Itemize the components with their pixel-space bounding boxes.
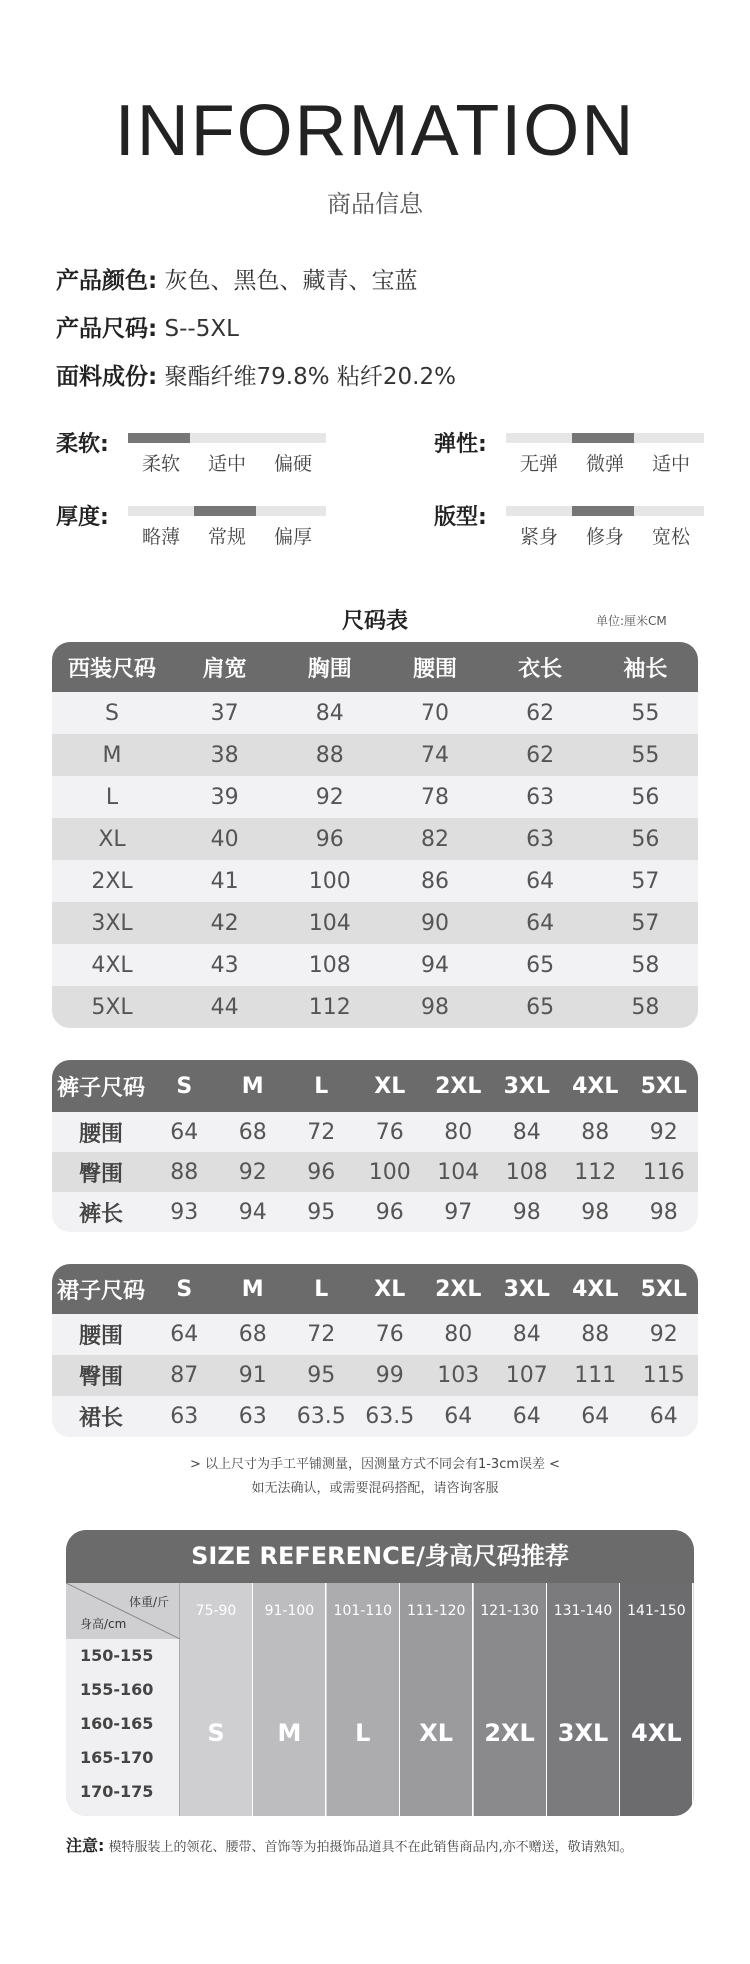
table-cell: 65: [526, 994, 555, 1020]
table-cell: 70: [420, 700, 449, 726]
table-cell: 74: [420, 742, 449, 768]
table-cell: 104: [308, 910, 351, 936]
column-header: L: [314, 1073, 329, 1099]
info-size-key: 产品尺码:: [56, 316, 158, 342]
column-header: 5XL: [640, 1276, 687, 1302]
row-label: 3XL: [91, 910, 133, 936]
table-cell: 104: [437, 1159, 480, 1185]
table-cell: 72: [307, 1119, 336, 1145]
table-cell: 43: [210, 952, 239, 978]
info-color-key: 产品颜色:: [56, 268, 158, 294]
table-cell: 40: [210, 826, 239, 852]
attr-thickness: [56, 500, 356, 560]
table-cell: 96: [307, 1159, 336, 1185]
info-size-value: S--5XL: [164, 316, 239, 342]
height-axis-label: 身高/cm: [80, 1617, 127, 1631]
table-cell: 64: [581, 1404, 610, 1429]
weight-range: 75-90: [195, 1603, 237, 1619]
table-cell: 63: [238, 1404, 267, 1429]
table-cell: 94: [420, 952, 449, 978]
attr-elasticity-bar: [506, 433, 704, 443]
row-label: 2XL: [91, 868, 133, 894]
table-cell: 62: [526, 742, 555, 768]
table-cell: 55: [631, 742, 660, 768]
table-cell: 64: [170, 1322, 199, 1347]
table-cell: 58: [631, 952, 660, 978]
weight-range: 91-100: [264, 1603, 315, 1619]
table-cell: 64: [170, 1119, 199, 1145]
table-cell: 92: [315, 784, 344, 810]
table-cell: 88: [581, 1322, 610, 1347]
size-reference-column: [180, 1583, 253, 1816]
attr-softness-opt-2: 适中: [207, 453, 246, 475]
table-cell: 39: [210, 784, 239, 810]
height-list: [66, 1639, 180, 1816]
table-row: [52, 860, 698, 902]
table-cell: 107: [505, 1363, 548, 1388]
table-cell: 84: [512, 1322, 541, 1347]
table-row: [52, 944, 698, 986]
table-cell: 63: [526, 826, 555, 852]
table-cell: 95: [307, 1363, 336, 1388]
table-cell: 100: [308, 868, 351, 894]
suit_table-header: [52, 642, 698, 692]
table-cell: 76: [375, 1119, 404, 1145]
weight-range: 111-120: [406, 1603, 466, 1619]
size-reference-title: SIZE REFERENCE/身高尺码推荐: [66, 1530, 694, 1583]
row-label: 5XL: [91, 994, 133, 1020]
table-cell: 86: [420, 868, 449, 894]
table-cell: 95: [307, 1199, 336, 1225]
row-label: L: [105, 784, 119, 810]
table-cell: 64: [512, 1404, 541, 1429]
table-cell: 68: [238, 1322, 267, 1347]
size-table-title: 尺码表: [341, 609, 408, 634]
attr-thickness-level: [194, 506, 256, 516]
weight-range: 101-110: [333, 1603, 393, 1619]
table-row: [52, 1112, 698, 1152]
table-row: [52, 986, 698, 1028]
table-cell: 63.5: [296, 1404, 346, 1429]
attr-fit-opt-2: 修身: [585, 526, 624, 548]
column-header: S: [176, 1073, 193, 1099]
table-cell: 64: [649, 1404, 678, 1429]
table-cell: 80: [444, 1322, 473, 1347]
table-cell: 92: [649, 1119, 678, 1145]
table-cell: 56: [631, 826, 660, 852]
attr-fit-level: [572, 506, 634, 516]
table-cell: 112: [308, 994, 351, 1020]
size-reference-column: [327, 1583, 400, 1816]
recommended-size: 3XL: [557, 1719, 609, 1747]
table-cell: 56: [631, 784, 660, 810]
table-cell: 64: [526, 868, 555, 894]
table-cell: 57: [631, 910, 660, 936]
table-cell: 98: [649, 1199, 678, 1225]
table-cell: 91: [238, 1363, 267, 1388]
recommended-size: 2XL: [484, 1719, 535, 1747]
attr-fit-bar: [506, 506, 704, 516]
table-row: [52, 1314, 698, 1355]
attr-fit: [434, 500, 734, 560]
attr-elasticity-opt-2: 微弹: [585, 453, 624, 475]
table-cell: 96: [375, 1199, 404, 1225]
size-reference-column: [474, 1583, 547, 1816]
table-cell: 63: [526, 784, 555, 810]
table-cell: 84: [315, 700, 344, 726]
row-label: 腰围: [78, 1121, 123, 1147]
weight-range: 141-150: [627, 1603, 686, 1619]
footer-text: 模特服装上的领花、腰带、首饰等为拍摄饰品道具不在此销售商品内,亦不赠送，敬请熟知。: [108, 1840, 633, 1855]
table-cell: 58: [631, 994, 660, 1020]
table-cell: 98: [512, 1199, 541, 1225]
skirt_table-header: [52, 1264, 698, 1314]
column-header: 肩宽: [202, 656, 247, 682]
column-header: 西装尺码: [67, 656, 156, 682]
table-cell: 98: [420, 994, 449, 1020]
table-cell: 88: [581, 1119, 610, 1145]
pants_table-header: [52, 1060, 698, 1112]
column-header: M: [241, 1073, 264, 1099]
info-color-value: 灰色、黑色、藏青、宝蓝: [164, 268, 418, 294]
column-header: 裤子尺码: [56, 1075, 145, 1101]
attr-fit-opt-1: 紧身: [519, 526, 558, 548]
measure-note-1: > 以上尺寸为手工平铺测量，因测量方式不同会有1-3cm误差 <: [189, 1457, 561, 1472]
table-row: [52, 1152, 698, 1192]
table-cell: 88: [315, 742, 344, 768]
column-header: 3XL: [503, 1276, 550, 1302]
table-row: [52, 776, 698, 818]
recommended-size: 4XL: [631, 1719, 682, 1747]
weight-axis-label: 体重/斤: [128, 1595, 169, 1609]
table-row: [52, 1396, 698, 1437]
recommended-size: M: [277, 1719, 302, 1747]
size-reference-column: [400, 1583, 473, 1816]
recommended-size: XL: [419, 1719, 454, 1747]
table-row: [52, 818, 698, 860]
weight-range: 121-130: [480, 1603, 539, 1619]
table-cell: 112: [574, 1159, 617, 1185]
skirt-size-table: [52, 1264, 698, 1437]
attr-elasticity: [434, 427, 734, 487]
size-reference-corner: [66, 1583, 180, 1639]
column-header: 2XL: [435, 1276, 482, 1302]
row-label: 臀围: [78, 1161, 123, 1187]
column-header: XL: [374, 1073, 406, 1099]
table-cell: 116: [642, 1159, 685, 1185]
attr-elasticity-key: 弹性:: [434, 432, 487, 457]
column-header: 2XL: [435, 1073, 482, 1099]
table-cell: 68: [238, 1119, 267, 1145]
table-cell: 84: [512, 1119, 541, 1145]
footer-note: [66, 1833, 633, 1856]
table-cell: 65: [526, 952, 555, 978]
attr-softness-bar: [128, 433, 326, 443]
table-cell: 90: [420, 910, 449, 936]
row-label: 臀围: [78, 1365, 123, 1390]
table-cell: 92: [238, 1159, 267, 1185]
column-header: 裙子尺码: [56, 1278, 145, 1304]
recommended-size: L: [355, 1719, 371, 1747]
table-cell: 63.5: [365, 1404, 415, 1429]
table-row: [52, 1355, 698, 1396]
pants-size-table: [52, 1060, 698, 1232]
table-cell: 97: [444, 1199, 473, 1225]
table-cell: 103: [437, 1363, 480, 1388]
size-reference-panel: [66, 1530, 694, 1816]
table-cell: 115: [642, 1363, 685, 1388]
table-cell: 94: [238, 1199, 267, 1225]
attr-softness-key: 柔软:: [56, 432, 109, 457]
table-cell: 93: [170, 1199, 199, 1225]
size-reference-column: [620, 1583, 693, 1816]
table-cell: 108: [308, 952, 351, 978]
table-cell: 80: [444, 1119, 473, 1145]
table-row: [52, 692, 698, 734]
table-row: [52, 1192, 698, 1232]
table-cell: 38: [210, 742, 239, 768]
weight-range: 131-140: [553, 1603, 613, 1619]
attr-fit-opt-3: 宽松: [651, 526, 690, 548]
table-cell: 82: [420, 826, 449, 852]
table-cell: 108: [505, 1159, 548, 1185]
unit-label: 单位:厘米CM: [596, 614, 667, 628]
column-header: 4XL: [572, 1073, 619, 1099]
table-cell: 57: [631, 868, 660, 894]
table-row: [52, 734, 698, 776]
height-range: 155-160: [80, 1680, 154, 1699]
table-cell: 63: [170, 1404, 199, 1429]
column-header: 3XL: [503, 1073, 550, 1099]
table-cell: 92: [649, 1322, 678, 1347]
size-reference-column: [547, 1583, 620, 1816]
attr-thickness-opt-1: 略薄: [141, 526, 180, 548]
table-cell: 64: [526, 910, 555, 936]
attr-thickness-opt-3: 偏厚: [273, 526, 312, 548]
column-header: L: [314, 1276, 329, 1302]
column-header: XL: [374, 1276, 406, 1302]
suit-size-table: [52, 642, 698, 1028]
attr-thickness-key: 厚度:: [56, 505, 109, 530]
info-fabric-key: 面料成份:: [56, 364, 158, 390]
table-cell: 99: [375, 1363, 404, 1388]
info-fabric: [56, 358, 456, 391]
info-size: [56, 310, 239, 343]
attr-thickness-opt-2: 常规: [207, 526, 246, 548]
info-fabric-value: 聚酯纤维79.8% 粘纤20.2%: [164, 364, 456, 390]
row-label: 裙长: [78, 1406, 123, 1431]
table-cell: 42: [210, 910, 239, 936]
column-header: 袖长: [623, 656, 668, 682]
table-cell: 64: [444, 1404, 473, 1429]
table-cell: 44: [210, 994, 239, 1020]
height-range: 160-165: [80, 1714, 154, 1733]
row-label: 腰围: [78, 1324, 123, 1349]
attr-softness-opt-3: 偏硬: [273, 453, 312, 475]
table-cell: 76: [375, 1322, 404, 1347]
column-header: 5XL: [640, 1073, 687, 1099]
table-cell: 72: [307, 1322, 336, 1347]
table-cell: 111: [574, 1363, 617, 1388]
column-header: 4XL: [572, 1276, 619, 1302]
page-title: INFORMATION: [114, 91, 636, 171]
row-label: M: [102, 742, 122, 768]
column-header: 衣长: [518, 656, 563, 682]
height-range: 150-155: [80, 1646, 154, 1665]
row-label: XL: [98, 826, 126, 852]
table-cell: 98: [581, 1199, 610, 1225]
height-range: 170-175: [80, 1782, 154, 1801]
attr-softness-level: [128, 433, 190, 443]
attr-elasticity-opt-1: 无弹: [519, 453, 558, 475]
table-cell: 88: [170, 1159, 199, 1185]
row-label: 裤长: [78, 1201, 123, 1227]
attr-thickness-bar: [128, 506, 326, 516]
attr-fit-key: 版型:: [434, 505, 487, 530]
column-header: S: [176, 1276, 193, 1302]
attr-elasticity-opt-3: 适中: [651, 453, 690, 475]
row-label: 4XL: [91, 952, 133, 978]
attr-softness-opt-1: 柔软: [141, 453, 180, 475]
measure-note-2: 如无法确认，或需要混码搭配，请咨询客服: [251, 1481, 499, 1496]
page-subtitle: 商品信息: [327, 190, 423, 218]
attr-softness: [56, 427, 356, 487]
column-header: 胸围: [307, 656, 352, 682]
table-cell: 78: [420, 784, 449, 810]
recommended-size: S: [207, 1719, 225, 1747]
table-cell: 100: [368, 1159, 411, 1185]
table-cell: 41: [210, 868, 239, 894]
column-header: M: [241, 1276, 264, 1302]
size-reference-column: [253, 1583, 326, 1816]
table-cell: 37: [210, 700, 239, 726]
table-cell: 87: [170, 1363, 199, 1388]
attr-elasticity-level: [572, 433, 634, 443]
info-color: [56, 262, 418, 295]
table-row: [52, 902, 698, 944]
table-cell: 62: [526, 700, 555, 726]
table-cell: 96: [315, 826, 344, 852]
height-range: 165-170: [80, 1748, 154, 1767]
table-cell: 55: [631, 700, 660, 726]
row-label: S: [105, 700, 119, 726]
column-header: 腰围: [412, 656, 457, 682]
footer-key: 注意:: [66, 1836, 105, 1855]
